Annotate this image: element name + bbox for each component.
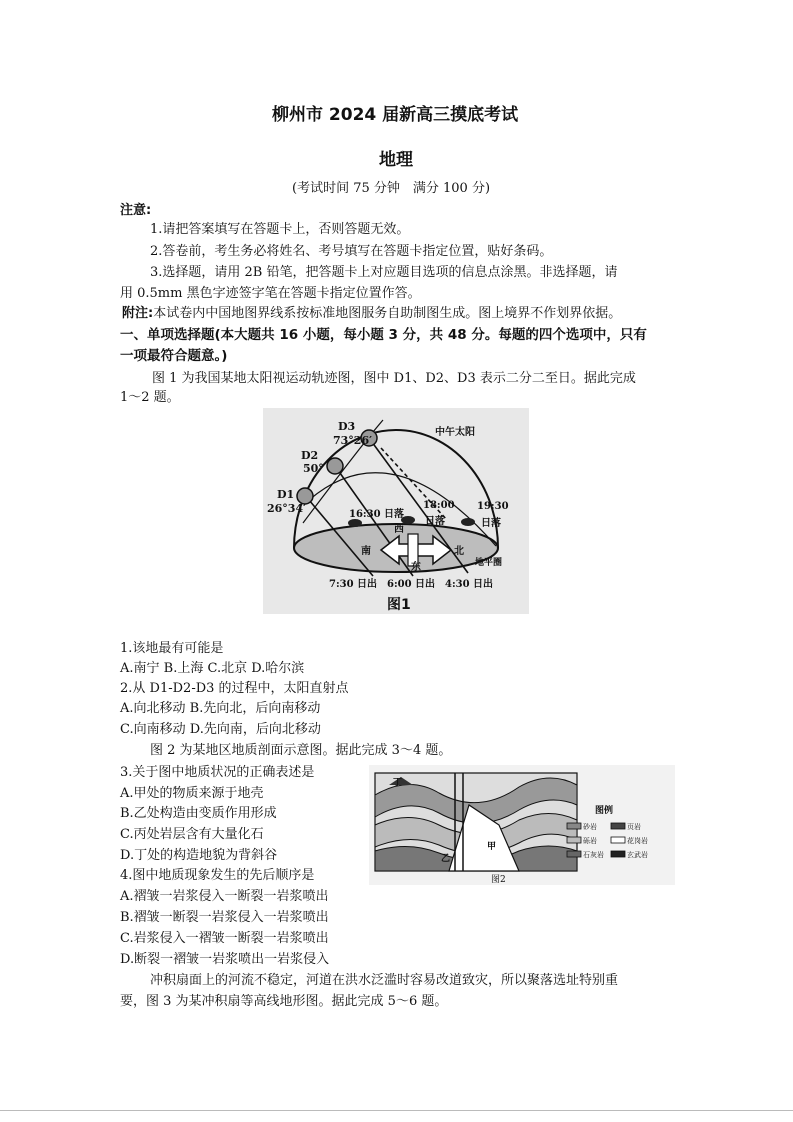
legend-basalt: 玄武岩 [627, 851, 648, 859]
q4-stem: 4.图中地质现象发生的先后顺序是 [120, 868, 315, 883]
d1-label: D1 [277, 488, 295, 501]
q2-options-ab: A.向北移动 B.先向北，后向南移动 [120, 701, 321, 716]
d3-angle: 73°26′ [333, 434, 373, 447]
legend-granite: 花岗岩 [627, 837, 648, 845]
notice-item-1: 1.请把答案填写在答题卡上，否则答题无效。 [150, 222, 410, 237]
q3-option-c: C.丙处岩层含有大量化石 [120, 827, 264, 842]
intro1-line2: 1～2 题。 [120, 390, 180, 405]
q3-option-b: B.乙处构造由变质作用形成 [120, 806, 277, 821]
sunset-label-2b: 日落 [425, 516, 445, 527]
label-yi: 乙 [441, 854, 451, 864]
section1-heading-line1: 一、单项选择题(本大题共 16 小题，每小题 3 分，共 48 分。每题的四个选项中，只有 [120, 327, 647, 343]
north-label: 北 [454, 546, 464, 557]
appendix-note [122, 305, 621, 323]
q3-stem: 3.关于图中地质状况的正确表述是 [120, 765, 315, 780]
legend-limestone: 石灰岩 [583, 851, 604, 859]
notice-item-2: 2.答卷前，考生务必将姓名、考号填写在答题卡指定位置，贴好条码。 [150, 244, 553, 259]
sunset-label-2: 18:00 [423, 500, 455, 511]
notice-heading: 注意: [120, 203, 152, 218]
q4-option-a: A.褶皱一岩浆侵入一断裂一岩浆喷出 [120, 889, 329, 904]
section1-heading-line2: 一项最符合题意。) [120, 348, 228, 364]
west-label: 西 [394, 524, 404, 535]
intro1-line1: 图 1 为我国某地太阳视运动轨迹图，图中 D1、D2、D3 表示二分二至日。据此完成 [152, 371, 636, 386]
d1-angle: 26°34′ [267, 502, 307, 515]
d3-label: D3 [338, 420, 356, 433]
intro3-line2: 要，图 3 为某冲积扇等高线地形图。据此完成 5～6 题。 [120, 994, 448, 1009]
q3-option-d: D.丁处的构造地貌为背斜谷 [120, 848, 278, 863]
sunset-label-3b: 日落 [481, 518, 501, 529]
d2-label: D2 [301, 449, 319, 462]
figure2-caption: 图2 [491, 875, 506, 885]
figure2 [369, 765, 675, 885]
notice-item-3-cont: 用 0.5mm 黑色字迹签字笔在答题卡指定位置作答。 [120, 286, 421, 301]
legend-sandstone: 砂岩 [583, 823, 597, 831]
q4-option-d: D.断裂一褶皱一岩浆喷出一岩浆侵入 [120, 952, 330, 967]
legend-conglomerate: 砾岩 [583, 837, 597, 845]
page-bottom-rule [0, 1110, 793, 1111]
appendix-text: 本试卷内中国地图界线系按标准地图服务自助制图生成。图上境界不作划界依据。 [153, 306, 622, 321]
noon-sun-label: 中午太阳 [435, 427, 475, 438]
horizon-label: 地平圈 [475, 558, 503, 568]
q2-stem: 2.从 D1-D2-D3 的过程中，太阳直射点 [120, 681, 349, 696]
appendix-label: 附注: [122, 306, 154, 321]
q3-option-a: A.甲处的物质来源于地壳 [120, 786, 264, 801]
exam-time-info: (考试时间 75 分钟 满分 100 分) [292, 181, 491, 196]
exam-title: 柳州市 2024 届新高三摸底考试 [272, 105, 519, 125]
sunrise-label-3: 4:30 日出 [445, 579, 494, 590]
figure1 [263, 408, 529, 614]
label-jia: 甲 [487, 842, 497, 852]
intro3-line1: 冲积扇面上的河流不稳定，河道在洪水泛滥时容易改道致灾，所以聚落选址特别重 [150, 973, 619, 988]
notice-item-3: 3.选择题，请用 2B 铅笔，把答题卡上对应题目选项的信息点涂黑。非选择题，请 [150, 265, 618, 280]
sunrise-label-2: 6:00 日出 [387, 579, 436, 590]
subject-title: 地理 [379, 150, 413, 170]
q4-option-c: C.岩浆侵入一褶皱一断裂一岩浆喷出 [120, 931, 329, 946]
south-label: 南 [361, 546, 371, 557]
intro2: 图 2 为某地区地质剖面示意图。据此完成 3～4 题。 [150, 743, 452, 758]
figure1-caption: 图1 [387, 597, 411, 613]
q4-option-b: B.褶皱一断裂一岩浆侵入一岩浆喷出 [120, 910, 329, 925]
q1-options: A.南宁 B.上海 C.北京 D.哈尔滨 [120, 661, 305, 676]
q1-stem: 1.该地最有可能是 [120, 641, 224, 656]
d2-angle: 50° [303, 462, 324, 475]
sunset-label-3: 19:30 [477, 501, 509, 512]
q2-options-cd: C.向南移动 D.先向南，后向北移动 [120, 722, 321, 737]
sunset-label-1: 16:30 日落 [349, 509, 405, 520]
east-label: 东 [411, 562, 421, 573]
label-ding: 丁 [393, 778, 403, 788]
legend-shale: 页岩 [627, 823, 641, 831]
sunrise-label-1: 7:30 日出 [329, 579, 378, 590]
legend-title: 图例 [595, 806, 614, 816]
